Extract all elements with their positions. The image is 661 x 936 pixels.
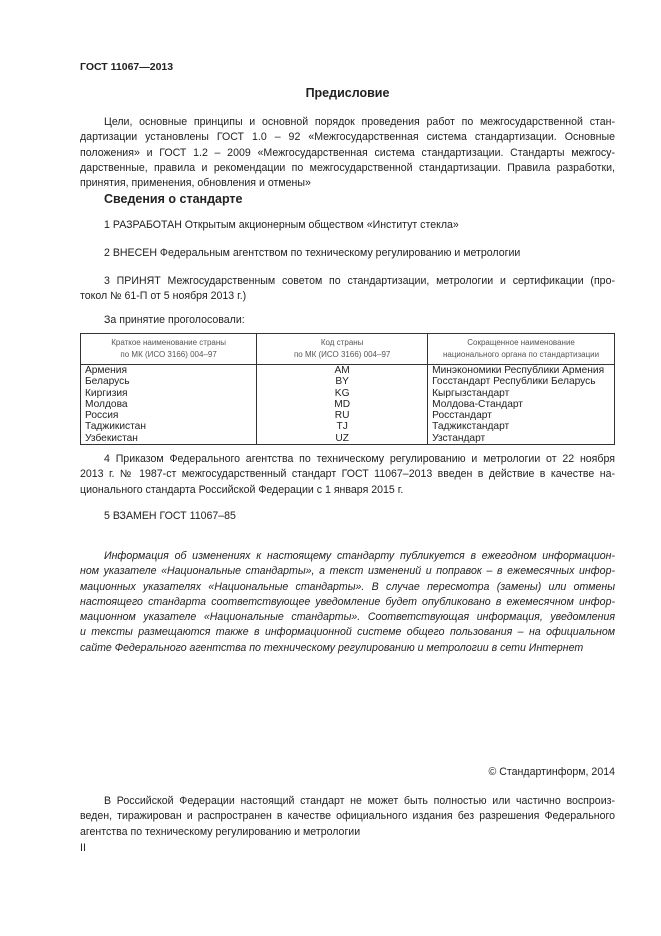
country: Узбекистан	[81, 433, 257, 445]
info-item-3	[80, 274, 615, 305]
country: Россия	[81, 410, 257, 421]
table-row	[81, 376, 615, 387]
text-line: 3 ПРИНЯТ Межгосударственным советом по стандартизации, метрологии и сертификации (про-	[104, 275, 615, 287]
text-line: настоящего стандарта соответствующее уведомление будет опубликовано в ежемесячном инфор-	[80, 595, 615, 608]
body: Минэкономики Республики Армения	[428, 365, 615, 377]
text-line: Информация об изменениях к настоящему стандарту публикуется в ежегодном информацион-	[104, 550, 615, 562]
info-item-5: 5 ВЗАМЕН ГОСТ 11067–85	[104, 510, 236, 522]
table-row	[81, 365, 615, 377]
document-id: ГОСТ 11067—2013	[80, 61, 174, 73]
page-number: II	[80, 842, 86, 854]
text-line: сайте Федерального агентства по техническому регулированию и метрологии в сети Интернет	[80, 641, 584, 654]
foreword-paragraph	[80, 115, 615, 191]
voted-label: За принятие проголосовали:	[104, 314, 245, 326]
text-line: Цели, основные принципы и основной порядок проведения работ по межгосударственной стан-	[104, 116, 615, 128]
country: Киргизия	[81, 388, 257, 399]
country: Таджикистан	[81, 421, 257, 432]
info-item-4	[80, 452, 615, 498]
body: Молдова-Стандарт	[428, 399, 615, 410]
code: KG	[257, 388, 428, 399]
table-row	[81, 399, 615, 410]
text-line: принятия, применения, обновления и отмены»	[80, 177, 311, 190]
country: Молдова	[81, 399, 257, 410]
body: Таджикстандарт	[428, 421, 615, 432]
table-row	[81, 410, 615, 421]
text-line: В Российской Федерации настоящий стандарт не может быть полностью или частично воспроиз-	[104, 795, 615, 807]
text-line: 4 Приказом Федерального агентства по техническому регулированию и метрологии от 22 ноября	[104, 453, 615, 465]
copyright: © Стандартинформ, 2014	[488, 766, 615, 778]
body: Кыргызстандарт	[428, 388, 615, 399]
text-line: агентства по техническому регулированию и метрологии	[80, 825, 361, 838]
restriction-paragraph	[80, 794, 615, 840]
foreword-title: Предисловие	[305, 86, 390, 100]
code: UZ	[257, 433, 428, 445]
text-line: дарственные, правила и рекомендации по межгосударственной стандартизации. Правила разработки,	[80, 161, 615, 174]
text-line: дартизации установлены ГОСТ 1.0 – 92 «Межгосударственная система стандартизации. Основные	[80, 131, 615, 144]
code: AM	[257, 365, 428, 377]
body: Росстандарт	[428, 410, 615, 421]
notice-paragraph	[80, 549, 615, 656]
header-country: Краткое наименование страны по МК (ИСО 3166) 004–97	[111, 338, 227, 359]
text-line: токол № 61-П от 5 ноября 2013 г.)	[80, 290, 247, 303]
info-title: Сведения о стандарте	[104, 192, 243, 206]
table-row	[81, 421, 615, 432]
text-line: мационном указателе «Национальные стандарты». Соответствующая информация, уведомления	[80, 611, 615, 624]
code: TJ	[257, 421, 428, 432]
text-line: ном указателе «Национальные стандарты», а текст изменений и поправок – в ежемесячных инфор-	[80, 565, 615, 578]
text-line: мационных указателях «Национальные стандарты». В случае пересмотра (замены) или отмены	[80, 580, 615, 593]
table-row	[81, 433, 615, 445]
header-code: Код страны по МК (ИСО 3166) 004–97	[293, 338, 391, 359]
table-row	[81, 388, 615, 399]
text-line: и тексты размещаются также в информационной системе общего пользования – на официальном	[80, 626, 615, 639]
table-header-row	[81, 334, 615, 365]
body: Узстандарт	[428, 433, 615, 445]
text-line: 2013 г. № 1987-ст межгосударственный стандарт ГОСТ 11067–2013 введен в действие в качестве на-	[80, 468, 615, 481]
header-body: Сокращенное наименование национального органа по стандартизации	[442, 338, 600, 359]
country: Армения	[81, 365, 257, 377]
code: MD	[257, 399, 428, 410]
text-line: положения» и ГОСТ 1.2 – 2009 «Межгосударственная система стандартизации. Стандарты межгосу-	[80, 146, 615, 159]
code: RU	[257, 410, 428, 421]
text-line: веден, тиражирован и распространен в качестве официального издания без разрешения Федерального	[80, 810, 615, 823]
body: Госстандарт Республики Беларусь	[428, 376, 615, 387]
country: Беларусь	[81, 376, 257, 387]
code: BY	[257, 376, 428, 387]
info-item-2: 2 ВНЕСЕН Федеральным агентством по техническому регулированию и метрологии	[104, 247, 521, 259]
voting-table	[80, 333, 615, 445]
text-line: ционального стандарта Российской Федерации с 1 января 2015 г.	[80, 483, 404, 496]
info-item-1: 1 РАЗРАБОТАН Открытым акционерным обществом «Институт стекла»	[104, 219, 459, 231]
